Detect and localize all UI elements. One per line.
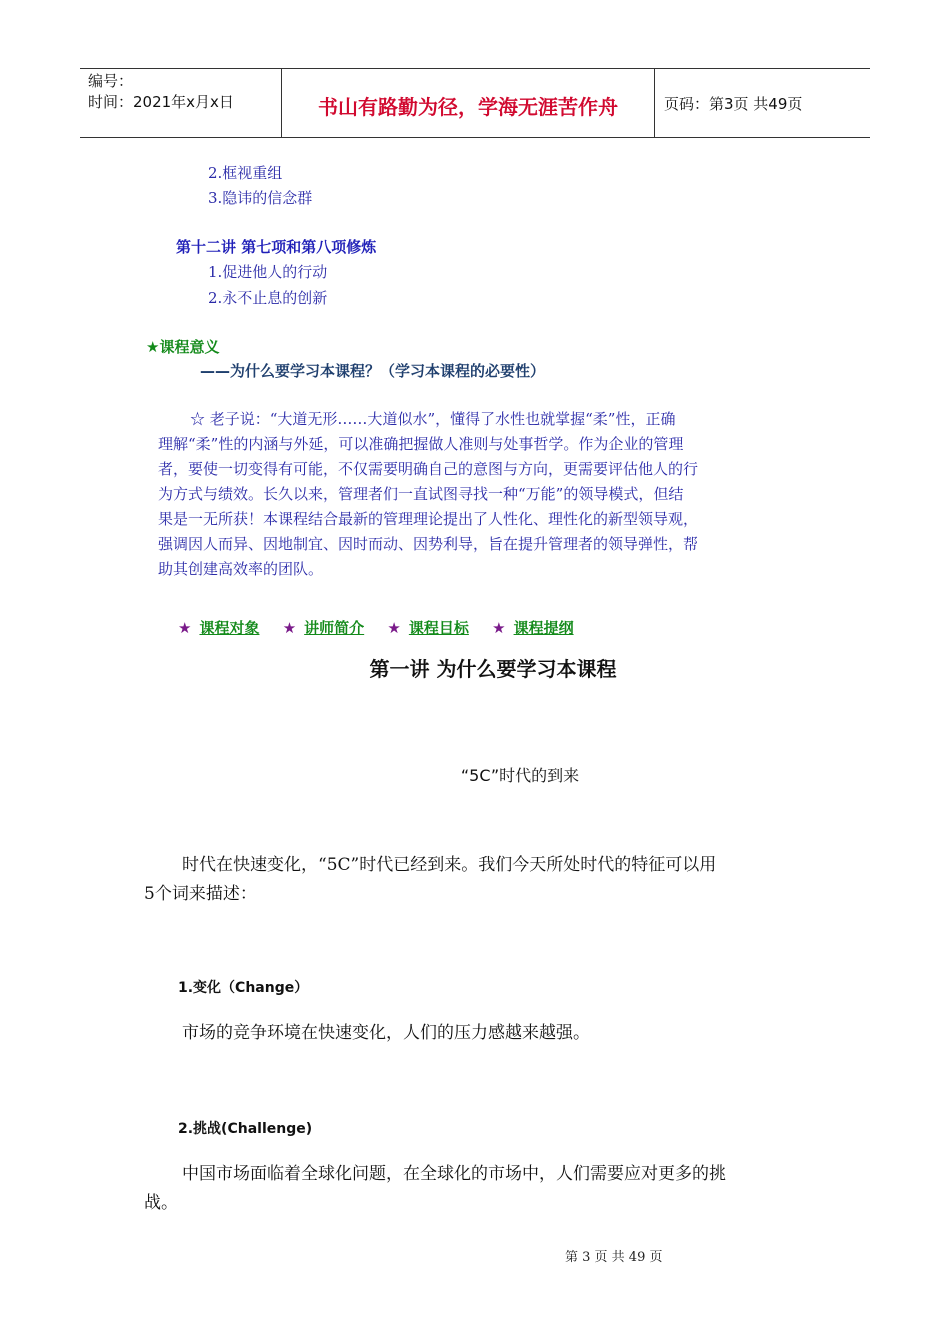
header-meta — [88, 71, 234, 113]
header-divider — [654, 69, 655, 137]
item2-heading: 2.挑战(Challenge) — [178, 1121, 313, 1137]
course-nav — [178, 617, 592, 638]
link-course-audience[interactable]: 课程对象 — [199, 619, 260, 637]
intro-line: 5个词来描述： — [144, 884, 257, 904]
toc-item: 2.框视重组 — [208, 164, 283, 182]
document-header — [80, 68, 870, 138]
header-page-label: 页码：第3页 共49页 — [664, 95, 803, 113]
lecture1-subtitle: “5C”时代的到来 — [460, 766, 580, 785]
paragraph-line: ☆ 老子说：“大道无形……大道似水”，懂得了水性也就掌握“柔”性，正确 — [190, 410, 676, 428]
intro-line: 时代在快速变化，“5C”时代已经到来。我们今天所处时代的特征可以用 — [182, 855, 717, 875]
star-icon: ★ — [178, 619, 192, 637]
lecture1-title: 第一讲 为什么要学习本课程 — [369, 657, 617, 681]
toc-item: 2.永不止息的创新 — [208, 289, 328, 307]
toc-item: 3.隐讳的信念群 — [208, 189, 313, 207]
paragraph-line: 强调因人而异、因地制宜、因时而动、因势利导，旨在提升管理者的领导弹性，帮 — [158, 535, 699, 553]
significance-heading: ★课程意义 — [146, 338, 220, 356]
item2-text: 战。 — [144, 1193, 178, 1213]
toc-item: 1.促进他人的行动 — [208, 263, 328, 281]
link-course-outline[interactable]: 课程提纲 — [513, 619, 574, 637]
paragraph-line: 者，要使一切变得有可能，不仅需要明确自己的意图与方向，更需要评估他人的行 — [158, 460, 699, 478]
paragraph-line: 助其创建高效率的团队。 — [158, 560, 324, 578]
star-icon: ★ — [387, 619, 401, 637]
header-motto: 书山有路勤为径，学海无涯苦作舟 — [318, 95, 618, 119]
star-icon: ★ — [282, 619, 297, 637]
time-label: 时间：2021年x月x日 — [88, 93, 234, 111]
link-instructor-intro[interactable]: 讲师简介 — [304, 619, 365, 637]
link-course-goals[interactable]: 课程目标 — [408, 619, 469, 637]
footer-page-number: 第 3 页 共 49 页 — [565, 1250, 663, 1265]
significance-paragraph — [158, 407, 778, 582]
item1-text: 市场的竞争环境在快速变化，人们的压力感越来越强。 — [182, 1023, 590, 1043]
paragraph-line: 果是一无所获！本课程结合最新的管理理论提出了人性化、理性化的新型领导观， — [158, 510, 699, 528]
item1-heading: 1.变化（Change） — [178, 980, 309, 996]
significance-subheading: ——为什么要学习本课程？（学习本课程的必要性） — [200, 362, 546, 380]
number-label: 编号： — [88, 72, 134, 90]
item2-text: 中国市场面临着全球化问题，在全球化的市场中，人们需要应对更多的挑 — [182, 1164, 726, 1184]
paragraph-line: 理解“柔”性的内涵与外延，可以准确把握做人准则与处事哲学。作为企业的管理 — [158, 435, 684, 453]
lecture12-title: 第十二讲 第七项和第八项修炼 — [176, 238, 377, 256]
paragraph-line: 为方式与绩效。长久以来，管理者们一直试图寻找一种“万能”的领导模式，但结 — [158, 485, 684, 503]
star-icon: ★ — [492, 619, 506, 637]
